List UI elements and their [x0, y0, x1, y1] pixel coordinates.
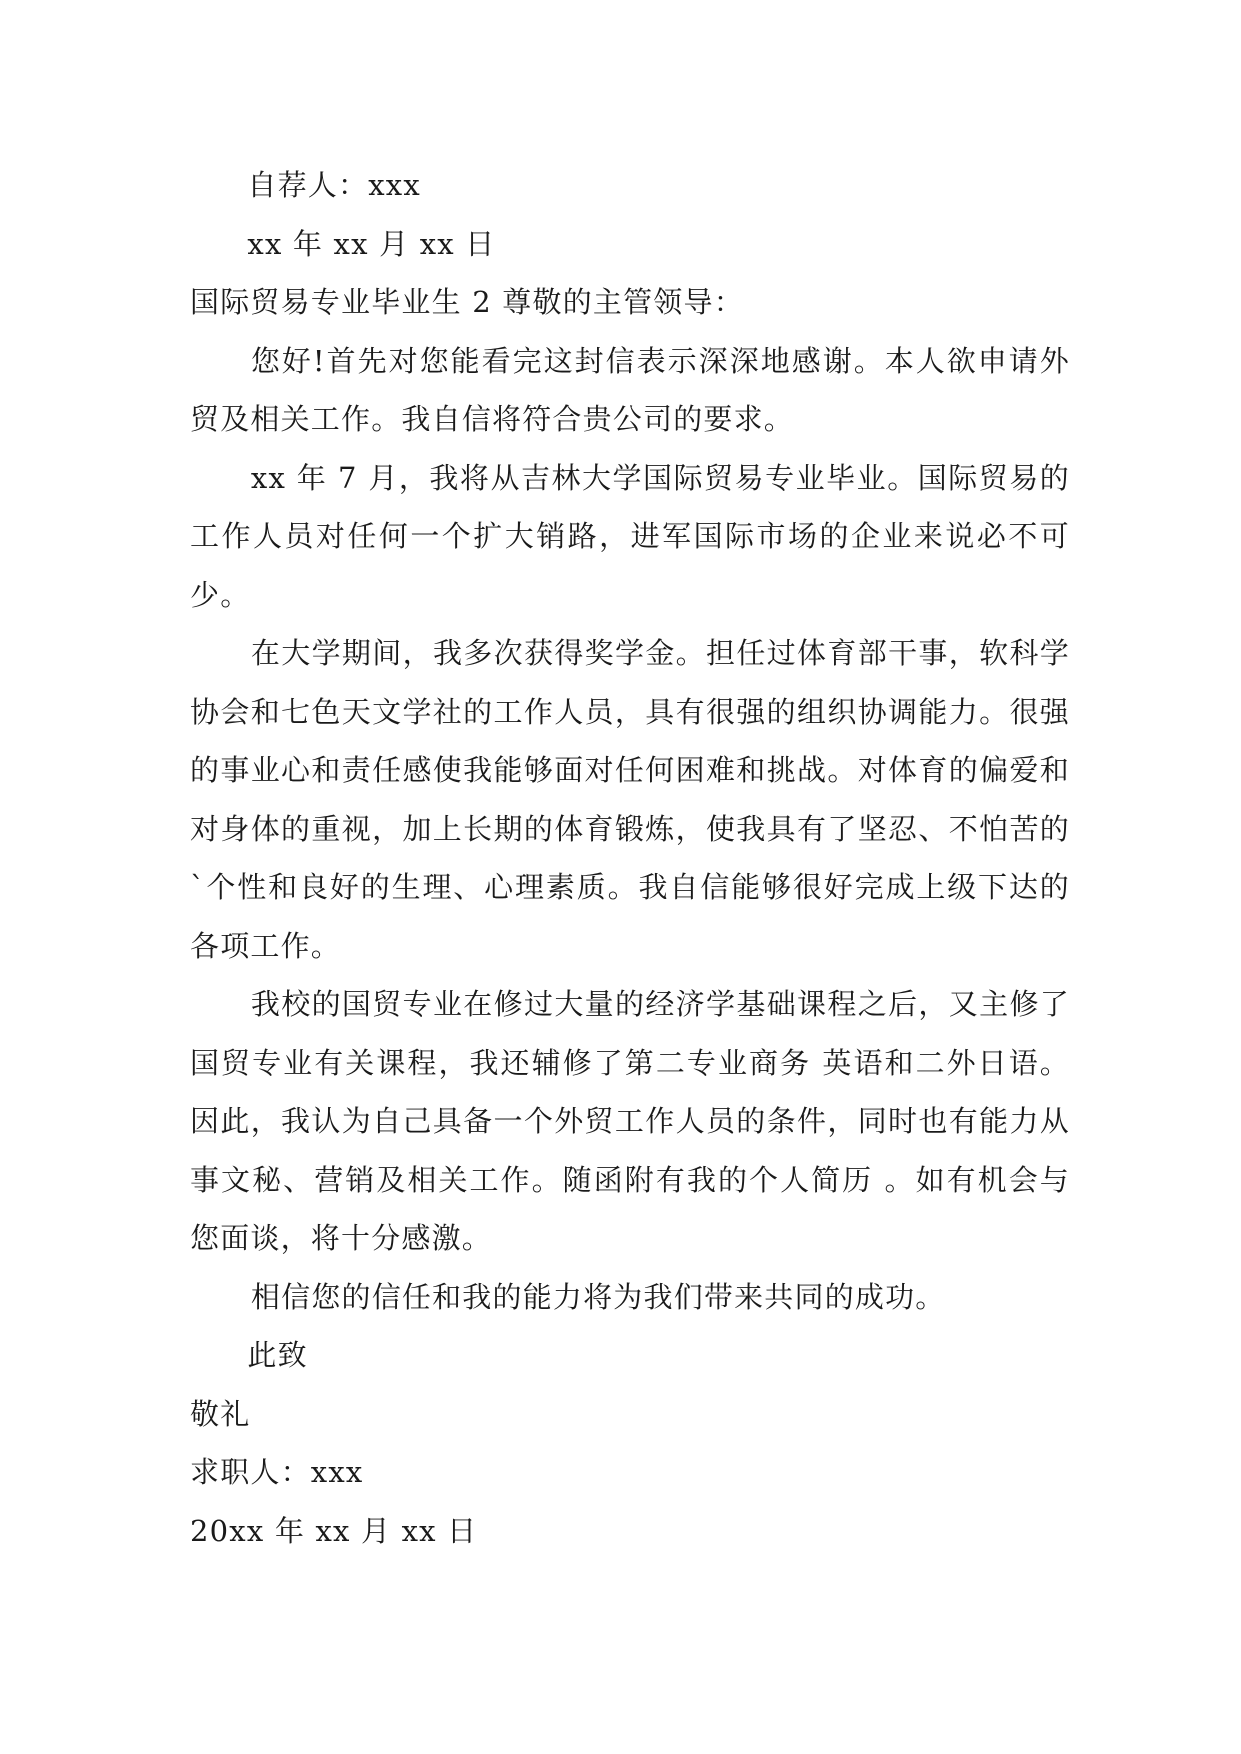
regards: 敬礼 [190, 1396, 251, 1431]
signature-date: 20xx 年 xx 月 xx 日 [190, 1513, 478, 1548]
paragraph-graduation: xx 年 7 月，我将从吉林大学国际贸易专业毕业。国际贸易的工作人员对任何一个扩大销路，进军国际市场的企业来说必不可少。 [190, 460, 1070, 612]
signature: 求职人：xxx [190, 1455, 364, 1489]
paragraph-major-courses: 我校的国贸专业在修过大量的经济学基础课程之后，又主修了国贸专业有关课程，我还辅修了第二专业商务 英语和二外日语。因此，我认为自己具备一个外贸工作人员的条件，同时也有能力从事文秘、营销及相关工作。随函附有我的个人简历 。如有机会与您面谈，将十分感激。 [190, 987, 1070, 1255]
paragraph-greeting: 您好!首先对您能看完这封信表示深深地感谢。本人欲申请外贸及相关工作。我自信将符合贵公司的要求。 [190, 343, 1070, 436]
header-date: xx 年 xx 月 xx 日 [247, 226, 496, 261]
paragraph-trust: 相信您的信任和我的能力将为我们带来共同的成功。 [250, 1279, 946, 1314]
salutation: 国际贸易专业毕业生 2 尊敬的主管领导： [190, 285, 744, 319]
letter-body [190, 156, 1070, 1560]
paragraph-university-experience: 在大学期间，我多次获得奖学金。担任过体育部干事，软科学协会和七色天文学社的工作人员，具有很强的组织协调能力。很强的事业心和责任感使我能够面对任何困难和挑战。对体育的偏爱和对身体的重视，加上长期的体育锻炼，使我具有了坚忍、不怕苦的`个性和良好的生理、心理素质。我自信能够很好完成上级下达的各项工作。 [190, 636, 1070, 963]
recommender-line: 自荐人：xxx [247, 168, 421, 202]
closing: 此致 [247, 1338, 308, 1372]
